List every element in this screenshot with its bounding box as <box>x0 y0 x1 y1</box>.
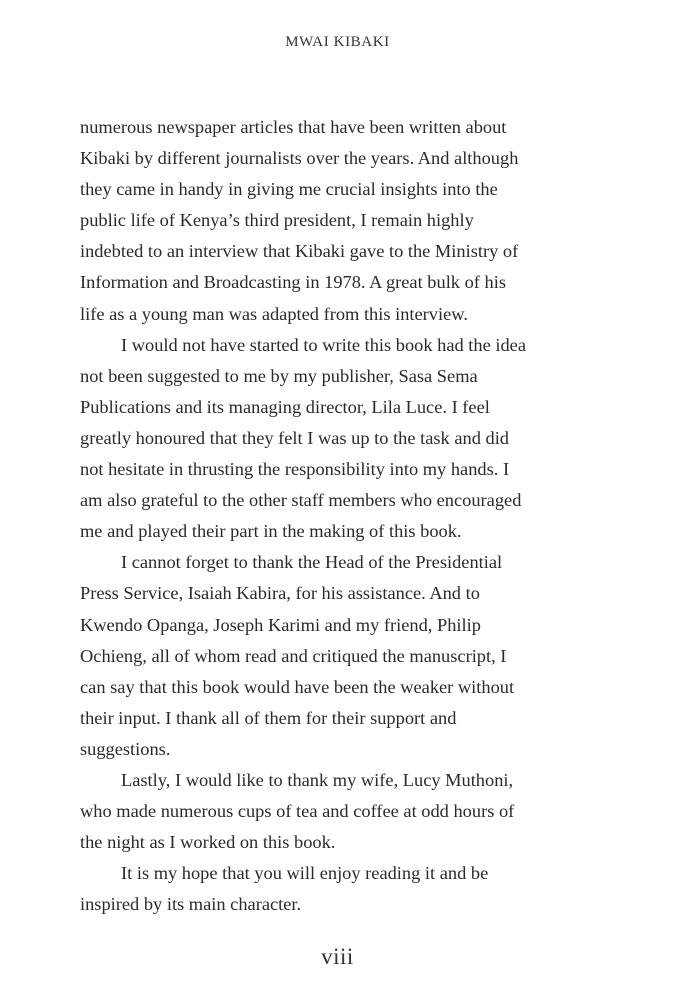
paragraph <box>80 765 580 858</box>
text-line: indebted to an interview that Kibaki gave to the Ministry of <box>80 241 519 262</box>
text-line: I cannot forget to thank the Head of the Presidential <box>121 552 503 573</box>
page-number: viii <box>321 944 354 969</box>
paragraph <box>80 858 580 920</box>
text-line: life as a young man was adapted from this interview. <box>80 303 468 324</box>
text-line: Ochieng, all of whom read and critiqued the manuscript, I <box>80 645 507 666</box>
paragraph <box>80 330 580 548</box>
running-head: MWAI KIBAKI <box>285 34 390 50</box>
text-line: Kwendo Opanga, Joseph Karimi and my friend, Philip <box>80 614 481 635</box>
text-line: the night as I worked on this book. <box>80 832 336 853</box>
text-line: me and played their part in the making of this book. <box>80 521 462 542</box>
text-line: Information and Broadcasting in 1978. A great bulk of his <box>80 272 506 293</box>
text-line: public life of Kenya’s third president, I remain highly <box>80 210 474 231</box>
text-line: their input. I thank all of them for their support and <box>80 707 457 728</box>
text-line: not hesitate in thrusting the responsibility into my hands. I <box>80 459 510 480</box>
text-line: Kibaki by different journalists over the years. And although <box>80 148 519 169</box>
text-line: not been suggested to me by my publisher, Sasa Sema <box>80 365 478 386</box>
text-line: greatly honoured that they felt I was up to the task and did <box>80 427 510 448</box>
text-line: Press Service, Isaiah Kabira, for his assistance. And to <box>80 583 480 604</box>
text-line: Publications and its managing director, Lila Luce. I feel <box>80 396 490 417</box>
text-line: am also grateful to the other staff members who encouraged <box>80 490 522 511</box>
text-line: numerous newspaper articles that have been written about <box>80 117 507 137</box>
paragraph <box>80 547 580 765</box>
text-line: can say that this book would have been the weaker without <box>80 676 515 697</box>
paragraph <box>80 112 580 330</box>
text-line: It is my hope that you will enjoy reading it and be <box>121 863 489 884</box>
text-line: I would not have started to write this book had the idea <box>121 334 527 355</box>
text-line: inspired by its main character. <box>80 894 302 915</box>
text-line: who made numerous cups of tea and coffee at odd hours of <box>80 801 515 822</box>
body-text <box>80 112 580 920</box>
text-line: Lastly, I would like to thank my wife, Lucy Muthoni, <box>121 769 514 790</box>
text-line: suggestions. <box>80 738 171 759</box>
text-line: they came in handy in giving me crucial insights into the <box>80 179 498 200</box>
